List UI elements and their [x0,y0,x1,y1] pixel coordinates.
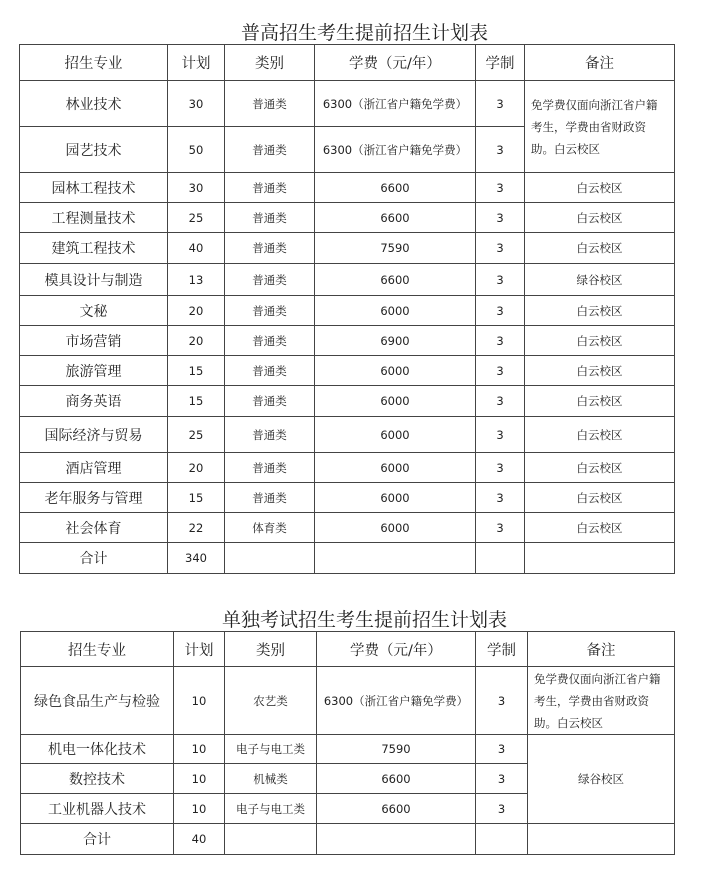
cell-major: 旅游管理 [20,356,168,386]
cell-note: 白云校区 [525,233,675,264]
cell-note: 白云校区 [525,483,675,513]
cell-major: 工业机器人技术 [21,794,174,824]
cell-category: 普通类 [225,173,315,203]
cell-category: 普通类 [225,453,315,483]
table-total-row [21,824,675,855]
enrollment-plan-table-general [19,44,675,574]
cell-major: 模具设计与制造 [20,264,168,296]
cell-note: 白云校区 [525,203,675,233]
cell-note: 白云校区 [525,296,675,326]
cell-category: 普通类 [225,483,315,513]
cell-plan: 20 [168,296,225,326]
cell-plan: 10 [174,794,225,824]
cell-fee: 6000 [315,483,476,513]
cell-note: 白云校区 [525,513,675,543]
cell-category: 农艺类 [225,667,317,735]
cell-merged-note: 绿谷校区 [528,735,675,824]
cell-major: 社会体育 [20,513,168,543]
header-fee: 学费（元/年） [315,45,476,81]
cell-category: 普通类 [225,81,315,127]
cell-years: 3 [476,667,528,735]
empty-cell [225,824,317,855]
table-row [20,81,675,127]
cell-plan: 15 [168,483,225,513]
cell-category: 普通类 [225,127,315,173]
cell-plan: 15 [168,386,225,417]
cell-fee: 6300（浙江省户籍免学费） [315,81,476,127]
cell-note: 白云校区 [525,356,675,386]
cell-note: 绿谷校区 [525,264,675,296]
cell-major: 园林工程技术 [20,173,168,203]
cell-major: 林业技术 [20,81,168,127]
cell-fee: 6600 [317,794,476,824]
cell-fee: 6000 [315,386,476,417]
cell-major: 文秘 [20,296,168,326]
cell-years: 3 [476,764,528,794]
header-major: 招生专业 [20,45,168,81]
cell-fee: 6000 [315,356,476,386]
header-years: 学制 [476,632,528,667]
cell-years: 3 [476,735,528,764]
total-value: 340 [168,543,225,574]
cell-years: 3 [476,127,525,173]
cell-plan: 25 [168,203,225,233]
cell-note: 白云校区 [525,173,675,203]
table-row [20,513,675,543]
cell-plan: 25 [168,417,225,453]
cell-plan: 22 [168,513,225,543]
cell-category: 普通类 [225,233,315,264]
header-years: 学制 [476,45,525,81]
table-row [21,667,675,735]
cell-years: 3 [476,453,525,483]
cell-plan: 40 [168,233,225,264]
cell-category: 电子与电工类 [225,794,317,824]
cell-category: 普通类 [225,386,315,417]
cell-years: 3 [476,794,528,824]
table-row [20,386,675,417]
cell-years: 3 [476,417,525,453]
table-row [20,483,675,513]
table-row [20,203,675,233]
cell-major: 国际经济与贸易 [20,417,168,453]
cell-plan: 13 [168,264,225,296]
total-label: 合计 [21,824,174,855]
cell-major: 机电一体化技术 [21,735,174,764]
cell-years: 3 [476,386,525,417]
cell-years: 3 [476,296,525,326]
cell-fee: 6600 [315,173,476,203]
cell-major: 老年服务与管理 [20,483,168,513]
cell-plan: 10 [174,735,225,764]
cell-major: 数控技术 [21,764,174,794]
cell-major: 绿色食品生产与检验 [21,667,174,735]
cell-major: 建筑工程技术 [20,233,168,264]
cell-fee: 7590 [315,233,476,264]
header-major: 招生专业 [21,632,174,667]
cell-years: 3 [476,81,525,127]
cell-category: 普通类 [225,203,315,233]
cell-category: 普通类 [225,326,315,356]
cell-years: 3 [476,513,525,543]
cell-category: 普通类 [225,264,315,296]
cell-fee: 7590 [317,735,476,764]
cell-major: 工程测量技术 [20,203,168,233]
table-row [20,173,675,203]
cell-major: 商务英语 [20,386,168,417]
cell-years: 3 [476,173,525,203]
total-label: 合计 [20,543,168,574]
cell-category: 普通类 [225,417,315,453]
cell-plan: 10 [174,764,225,794]
cell-fee: 6900 [315,326,476,356]
header-note: 备注 [528,632,675,667]
table-row [20,264,675,296]
table-row [20,417,675,453]
header-plan: 计划 [168,45,225,81]
cell-fee: 6000 [315,296,476,326]
empty-cell [528,824,675,855]
cell-major: 酒店管理 [20,453,168,483]
table-row [20,453,675,483]
cell-major: 园艺技术 [20,127,168,173]
header-note: 备注 [525,45,675,81]
table1-title: 普高招生考生提前招生计划表 [240,22,488,44]
cell-plan: 15 [168,356,225,386]
header-category: 类别 [225,632,317,667]
cell-fee: 6000 [315,417,476,453]
empty-cell [525,543,675,574]
cell-plan: 50 [168,127,225,173]
empty-cell [476,543,525,574]
cell-fee: 6000 [315,453,476,483]
cell-fee: 6600 [317,764,476,794]
cell-note: 白云校区 [525,417,675,453]
table2-title: 单独考试招生考生提前招生计划表 [221,609,507,631]
header-fee: 学费（元/年） [317,632,476,667]
header-plan: 计划 [174,632,225,667]
cell-note: 白云校区 [525,453,675,483]
cell-note: 免学费仅面向浙江省户籍考生，学费由省财政资助。白云校区 [528,667,675,735]
cell-years: 3 [476,203,525,233]
cell-fee: 6600 [315,203,476,233]
cell-plan: 10 [174,667,225,735]
cell-note: 白云校区 [525,386,675,417]
empty-cell [225,543,315,574]
enrollment-plan-table-single-exam [20,631,675,855]
cell-category: 普通类 [225,356,315,386]
table-header-row [20,45,675,81]
cell-fee: 6000 [315,513,476,543]
table-row [20,296,675,326]
cell-years: 3 [476,233,525,264]
cell-years: 3 [476,356,525,386]
empty-cell [476,824,528,855]
cell-merged-note: 免学费仅面向浙江省户籍考生，学费由省财政资助。白云校区 [525,81,675,173]
table-row [20,356,675,386]
empty-cell [315,543,476,574]
cell-fee: 6300（浙江省户籍免学费） [315,127,476,173]
cell-category: 体育类 [225,513,315,543]
empty-cell [317,824,476,855]
table-total-row [20,543,675,574]
cell-years: 3 [476,326,525,356]
cell-plan: 20 [168,453,225,483]
cell-plan: 20 [168,326,225,356]
cell-years: 3 [476,483,525,513]
cell-plan: 30 [168,81,225,127]
cell-years: 3 [476,264,525,296]
cell-plan: 30 [168,173,225,203]
cell-major: 市场营销 [20,326,168,356]
cell-note: 白云校区 [525,326,675,356]
table-header-row [21,632,675,667]
table-row [21,735,675,764]
total-value: 40 [174,824,225,855]
cell-fee: 6300（浙江省户籍免学费） [317,667,476,735]
table-row [20,233,675,264]
cell-fee: 6600 [315,264,476,296]
header-category: 类别 [225,45,315,81]
cell-category: 电子与电工类 [225,735,317,764]
cell-category: 普通类 [225,296,315,326]
table-row [20,326,675,356]
cell-category: 机械类 [225,764,317,794]
